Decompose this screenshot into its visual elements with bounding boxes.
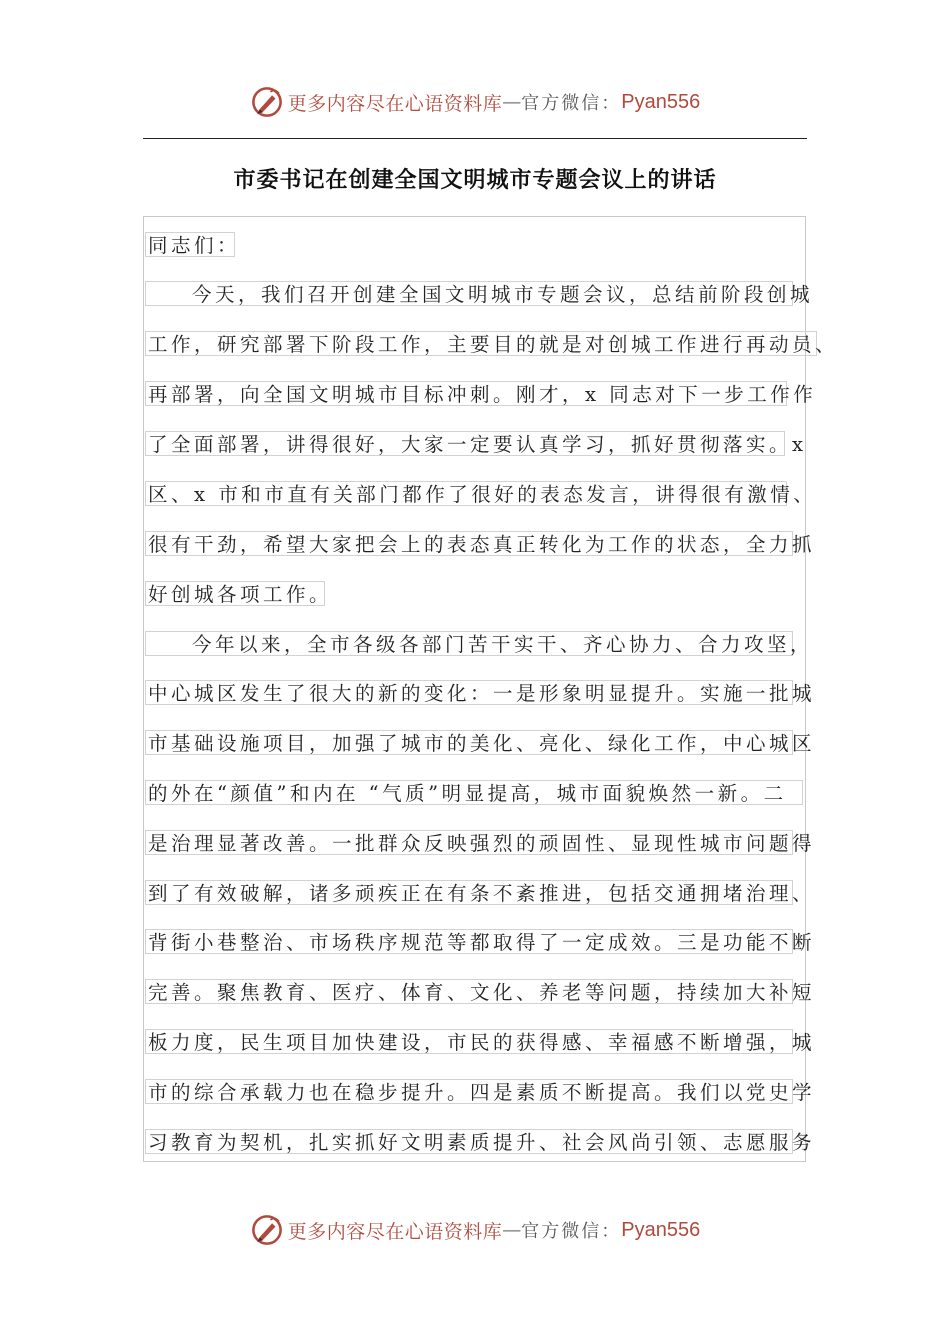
header-banner: [0, 80, 950, 124]
pen-logo-icon: [250, 1213, 284, 1247]
text-line: 了全面部署，讲得很好，大家一定要认真学习，抓好贯彻落实。x: [145, 431, 785, 456]
text-line: 今天，我们召开创建全国文明城市专题会议，总结前阶段创城: [145, 281, 793, 306]
banner-separator: —: [502, 1219, 522, 1241]
text-line: 到了有效破解，诸多顽疾正在有条不紊推进，包括交通拥堵治理、: [145, 880, 793, 905]
banner-wechat-id: Pyan556: [621, 90, 701, 113]
banner-label: 官方微信：: [521, 93, 622, 114]
text-line: 中心城区发生了很大的新的变化：一是形象明显提升。实施一批城: [145, 680, 793, 705]
text-line: 市基础设施项目，加强了城市的美化、亮化、绿化工作，中心城区: [145, 730, 793, 755]
text-line: 完善。聚焦教育、医疗、体育、文化、养老等问题，持续加大补短: [145, 979, 793, 1004]
text-line: 很有干劲，希望大家把会上的表态真正转化为工作的状态，全力抓: [145, 531, 793, 556]
banner-text: 更多内容尽在心语资料库: [287, 1220, 503, 1243]
text-line: 背街小巷整治、市场秩序规范等都取得了一定成效。三是功能不断: [145, 929, 793, 954]
text-line: 板力度，民生项目加快建设，市民的获得感、幸福感不断增强，城: [145, 1029, 793, 1054]
header-rule: [143, 138, 807, 139]
text-line: 工作，研究部署下阶段工作，主要目的就是对创城工作进行再动员、: [145, 331, 817, 356]
text-line: 好创城各项工作。: [145, 581, 325, 606]
salutation: 同志们：: [145, 232, 235, 257]
text-line: 再部署，向全国文明城市目标冲刺。刚才，x 同志对下一步工作作: [145, 381, 787, 406]
text-line: 今年以来，全市各级各部门苦干实干、齐心协力、合力攻坚，: [145, 631, 793, 656]
banner-wechat-id: Pyan556: [621, 1218, 701, 1241]
text-line: 是治理显著改善。一批群众反映强烈的顽固性、显现性城市问题得: [145, 830, 793, 855]
text-line: 区、x 市和市直有关部门都作了很好的表态发言，讲得很有激情、: [145, 481, 787, 506]
pen-logo-icon: [250, 85, 284, 119]
text-line: 习教育为契机，扎实抓好文明素质提升、社会风尚引领、志愿服务: [145, 1129, 793, 1154]
banner-label: 官方微信：: [521, 1221, 622, 1242]
banner-separator: —: [502, 91, 522, 113]
document-title: 市委书记在创建全国文明城市专题会议上的讲话: [233, 168, 717, 193]
text-line: 的外在“颜值”和内在 “气质”明显提高，城市面貌焕然一新。二: [145, 780, 803, 805]
footer-banner: [0, 1208, 950, 1252]
text-line: 市的综合承载力也在稳步提升。四是素质不断提高。我们以党史学: [145, 1079, 793, 1104]
banner-text: 更多内容尽在心语资料库: [287, 92, 503, 115]
